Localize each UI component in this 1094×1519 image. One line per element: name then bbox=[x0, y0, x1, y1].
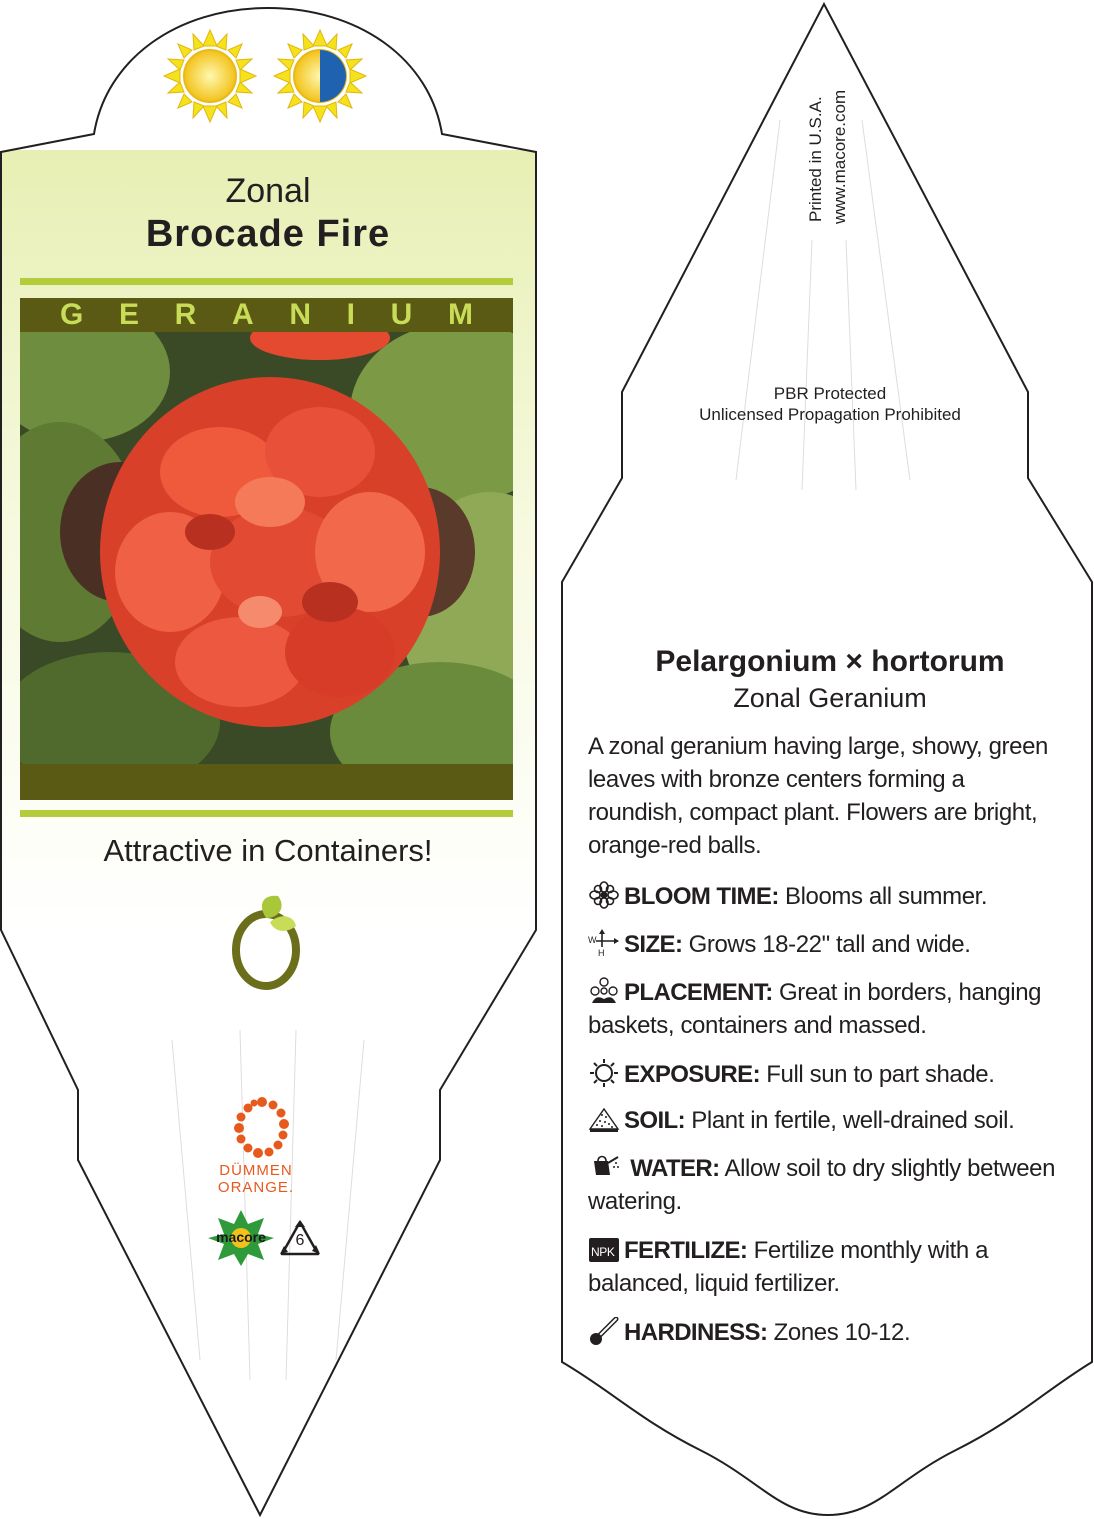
soil-icon bbox=[588, 1105, 620, 1133]
category-letter: E bbox=[119, 298, 140, 331]
website: www.macore.com bbox=[830, 89, 849, 224]
photo-band-bottom bbox=[20, 764, 513, 800]
category-letter: R bbox=[174, 298, 197, 331]
attr-size: W H SIZE: Grows 18-22" tall and wide. bbox=[588, 931, 971, 958]
category-letter: N bbox=[289, 298, 311, 331]
thermometer-icon bbox=[588, 1317, 620, 1345]
flower-icon bbox=[588, 881, 620, 909]
attr-fertilize: NPK FERTILIZE: Fertilize monthly with a balanced, liquid fertilizer. bbox=[588, 1237, 989, 1297]
full-sun-icon bbox=[164, 30, 256, 122]
dummen-orange-logo-icon bbox=[232, 1096, 292, 1160]
category-letter: I bbox=[346, 298, 355, 331]
size-icon bbox=[588, 929, 620, 957]
print-note bbox=[806, 62, 850, 224]
common-name: Zonal Geranium bbox=[733, 683, 927, 713]
exposure-icons bbox=[160, 28, 370, 128]
attr-soil: SOIL: Plant in fertile, well-drained soil. bbox=[588, 1104, 1058, 1137]
flower-photo bbox=[20, 332, 513, 764]
plant-type: Zonal bbox=[225, 172, 311, 210]
tagline: Attractive in Containers! bbox=[103, 833, 433, 868]
part-shade-icon bbox=[274, 30, 366, 122]
attr-exposure: EXPOSURE: Full sun to part shade. bbox=[588, 1058, 1058, 1091]
category-label bbox=[20, 298, 513, 332]
pbr-notice: PBR Protected Unlicensed Propagation Prohibited bbox=[699, 384, 961, 424]
recycle-code: 6 bbox=[295, 1232, 305, 1249]
category-letters bbox=[60, 298, 473, 332]
svg-text:W: W bbox=[588, 935, 597, 945]
printed-in: Printed in U.S.A. bbox=[806, 96, 825, 222]
category-letter: M bbox=[447, 298, 473, 331]
scientific-name: Pelargonium × hortorum bbox=[655, 645, 1005, 678]
attr-bloom-time: BLOOM TIME: Blooms all summer. bbox=[588, 880, 1058, 913]
dummen-orange-wordmark: DÜMMEN ORANGE. bbox=[217, 1162, 295, 1196]
watering-can-icon bbox=[588, 1153, 620, 1181]
category-letter: U bbox=[390, 298, 413, 331]
npk-icon bbox=[588, 1235, 620, 1263]
sun-icon bbox=[588, 1059, 620, 1087]
description: A zonal geranium having large, showy, green leaves with bronze centers forming a roundish, compact plant. Flowers are bright, orange-red balls. bbox=[588, 733, 1048, 859]
attr-water: WATER: Allow soil to dry slightly between watering. bbox=[588, 1155, 1056, 1215]
leaf-logo-icon bbox=[226, 892, 306, 992]
macore-wordmark: macore bbox=[216, 1229, 266, 1245]
svg-text:H: H bbox=[598, 948, 605, 957]
variety-name: Brocade Fire bbox=[145, 213, 391, 255]
svg-text:NPK: NPK bbox=[591, 1245, 615, 1259]
placement-icon bbox=[588, 977, 620, 1005]
attr-placement: PLACEMENT: Great in borders, hanging baskets, containers and massed. bbox=[588, 979, 1042, 1039]
attr-hardiness: HARDINESS: Zones 10-12. bbox=[588, 1316, 1058, 1349]
category-letter: A bbox=[232, 298, 254, 331]
category-letter: G bbox=[60, 298, 84, 331]
